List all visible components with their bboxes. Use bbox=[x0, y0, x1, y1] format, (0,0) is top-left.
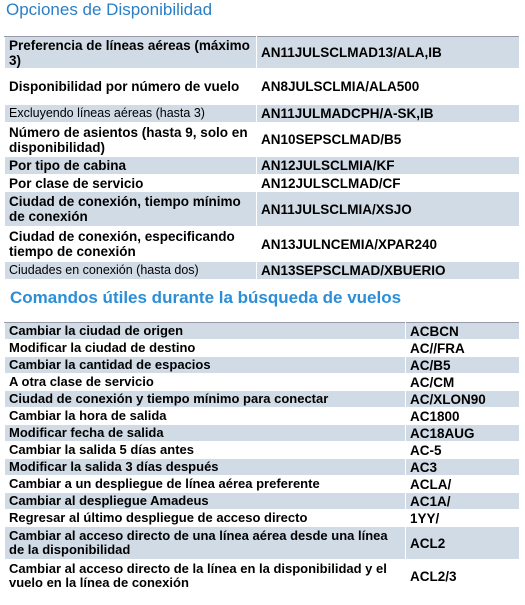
table-row bbox=[5, 408, 520, 425]
command-value: AC/XLON90 bbox=[406, 391, 520, 408]
option-label: Ciudades en conexión (hasta dos) bbox=[5, 262, 257, 280]
table-row bbox=[5, 157, 520, 175]
table-row bbox=[5, 510, 520, 527]
command-value: AC3 bbox=[406, 459, 520, 476]
table-row bbox=[5, 37, 520, 69]
command-label: Cambiar la hora de salida bbox=[5, 408, 406, 425]
command-label: Regresar al último despliegue de acceso directo bbox=[5, 510, 406, 527]
command-label: Ciudad de conexión y tiempo mínimo para conectar bbox=[5, 391, 406, 408]
table-row bbox=[5, 476, 520, 493]
command-label: A otra clase de servicio bbox=[5, 374, 406, 391]
search-commands-table bbox=[4, 322, 520, 593]
command-label: Cambiar la salida 5 días antes bbox=[5, 442, 406, 459]
command-value: ACLA/ bbox=[406, 476, 520, 493]
command-value: AC/CM bbox=[406, 374, 520, 391]
command-label: Cambiar la ciudad de origen bbox=[5, 323, 406, 340]
command-label: Cambiar a un despliegue de línea aérea preferente bbox=[5, 476, 406, 493]
option-command: AN11JULSCLMAD13/ALA,IB bbox=[257, 37, 520, 69]
option-label: Excluyendo líneas aéreas (hasta 3) bbox=[5, 105, 257, 123]
table-row bbox=[5, 560, 520, 593]
option-label: Por clase de servicio bbox=[5, 175, 257, 192]
command-label: Cambiar al acceso directo de la línea en la disponibilidad y el vuelo en la línea de conexión bbox=[5, 560, 406, 593]
table-row bbox=[5, 175, 520, 192]
table-row bbox=[5, 69, 520, 105]
command-label: Cambiar al acceso directo de una línea aérea desde una línea de la disponibilidad bbox=[5, 527, 406, 560]
option-command: AN11JULSCLMIA/XSJO bbox=[257, 192, 520, 227]
option-command: AN10SEPSCLMAD/B5 bbox=[257, 123, 520, 157]
table-row bbox=[5, 192, 520, 227]
option-command: AN12JULSCLMIA/KF bbox=[257, 157, 520, 175]
table-row bbox=[5, 357, 520, 374]
table-row bbox=[5, 374, 520, 391]
command-label: Modificar fecha de salida bbox=[5, 425, 406, 442]
table-row bbox=[5, 105, 520, 123]
table-row bbox=[5, 459, 520, 476]
option-command: AN13JULNCEMIA/XPAR240 bbox=[257, 227, 520, 262]
availability-options-table bbox=[4, 36, 520, 280]
command-value: AC//FRA bbox=[406, 340, 520, 357]
table-row bbox=[5, 425, 520, 442]
search-commands-title: Comandos útiles durante la búsqueda de vuelos bbox=[10, 288, 402, 307]
command-value: ACL2/3 bbox=[406, 560, 520, 593]
table-row bbox=[5, 227, 520, 262]
option-label: Número de asientos (hasta 9, solo en disponibilidad) bbox=[5, 123, 257, 157]
option-label: Ciudad de conexión, especificando tiempo de conexión bbox=[5, 227, 257, 262]
command-value: ACL2 bbox=[406, 527, 520, 560]
command-value: AC18AUG bbox=[406, 425, 520, 442]
option-label: Por tipo de cabina bbox=[5, 157, 257, 175]
command-value: AC1A/ bbox=[406, 493, 520, 510]
command-value: AC1800 bbox=[406, 408, 520, 425]
table-row bbox=[5, 391, 520, 408]
command-value: AC/B5 bbox=[406, 357, 520, 374]
option-command: AN13SEPSCLMAD/XBUERIO bbox=[257, 262, 520, 280]
command-label: Cambiar la cantidad de espacios bbox=[5, 357, 406, 374]
command-value: ACBCN bbox=[406, 323, 520, 340]
command-label: Modificar la ciudad de destino bbox=[5, 340, 406, 357]
table-row bbox=[5, 527, 520, 560]
option-label: Disponibilidad por número de vuelo bbox=[5, 69, 257, 105]
option-command: AN12JULSCLMAD/CF bbox=[257, 175, 520, 192]
table-row bbox=[5, 123, 520, 157]
table-row bbox=[5, 442, 520, 459]
availability-options-title: Opciones de Disponibilidad bbox=[6, 0, 213, 19]
option-command: AN11JULMADCPH/A-SK,IB bbox=[257, 105, 520, 123]
table-row bbox=[5, 493, 520, 510]
table-row bbox=[5, 340, 520, 357]
command-value: AC-5 bbox=[406, 442, 520, 459]
table-row bbox=[5, 323, 520, 340]
option-command: AN8JULSCLMIA/ALA500 bbox=[257, 69, 520, 105]
command-value: 1YY/ bbox=[406, 510, 520, 527]
option-label: Ciudad de conexión, tiempo mínimo de conexión bbox=[5, 192, 257, 227]
table-row bbox=[5, 262, 520, 280]
option-label: Preferencia de líneas aéreas (máximo 3) bbox=[5, 37, 257, 69]
command-label: Cambiar al despliegue Amadeus bbox=[5, 493, 406, 510]
command-label: Modificar la salida 3 días después bbox=[5, 459, 406, 476]
